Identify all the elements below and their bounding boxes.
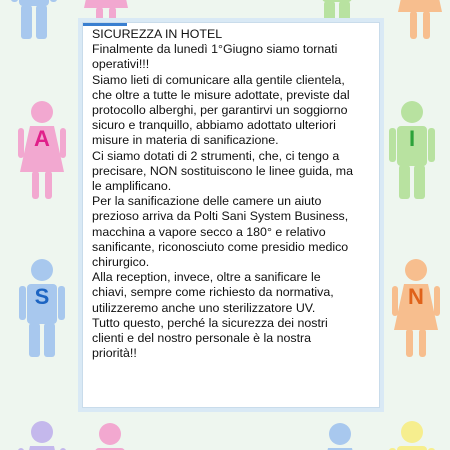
notice-line: Siamo lieti di comunicare alla gentile clientela, <box>92 72 345 87</box>
notice-line: sanificante, riconosciuto come presidio medico <box>92 239 349 254</box>
notice-line: Finalmente da lunedì 1°Giugno siamo tornati <box>92 42 338 57</box>
figure-letter-a: A <box>34 126 50 151</box>
figure-bottom-mid-left <box>87 423 133 450</box>
notice-line: priorità!! <box>92 346 137 361</box>
notice-line: clienti e del nostro personale è la nostra <box>92 331 312 346</box>
figure-top-right <box>396 0 444 39</box>
notice-line: utilizzeremo anche uno sterilizzatore UV. <box>92 300 316 315</box>
notice-line: Ci siamo dotati di 2 strumenti, che, ci tengo a <box>92 148 340 163</box>
notice-line: sicuro e tranquillo, abbiamo adottato ulteriori <box>92 118 336 133</box>
notice-line: Tutto questo, perché la sicurezza dei nostri <box>92 315 328 330</box>
notice-card <box>82 22 380 408</box>
notice-line: misure in materia di sanificazione. <box>92 133 279 148</box>
figure-top-left <box>11 0 57 39</box>
notice-line: che oltre a tutte le misure adottate, previste dal <box>92 87 350 102</box>
notice-text <box>92 27 382 361</box>
notice-line: Per la sanificazione delle camere un aiuto <box>92 194 322 209</box>
figure-letter-i: I <box>408 126 416 151</box>
notice-line: prezioso arriva da Polti Sani System Business, <box>92 209 349 224</box>
notice-line: protocollo alberghi, per garantirvi un soggiorno <box>92 103 348 118</box>
notice-accent-bar <box>83 23 127 26</box>
figure-bottom-left <box>18 421 66 450</box>
notice-line: le amplificano. <box>92 179 172 194</box>
figure-letter-n: N <box>408 284 424 309</box>
notice-line: precisare, NON sostituiscono le linee guida, ma <box>92 163 354 178</box>
notice-title: SICUREZZA IN HOTEL <box>92 27 223 41</box>
figure-bottom-mid-right <box>316 423 364 450</box>
notice-line: Alla reception, invece, oltre a sanificare le <box>92 270 321 285</box>
notice-line: macchina a vapore secco a 180° e relativo <box>92 224 326 239</box>
notice-line: operativi!!! <box>92 57 150 72</box>
figure-letter-s: S <box>34 284 50 309</box>
notice-line: chirurgico. <box>92 255 150 270</box>
notice-line: chiavi, sempre come richiesto da normativa, <box>92 285 334 300</box>
figure-bottom-right <box>389 421 435 450</box>
